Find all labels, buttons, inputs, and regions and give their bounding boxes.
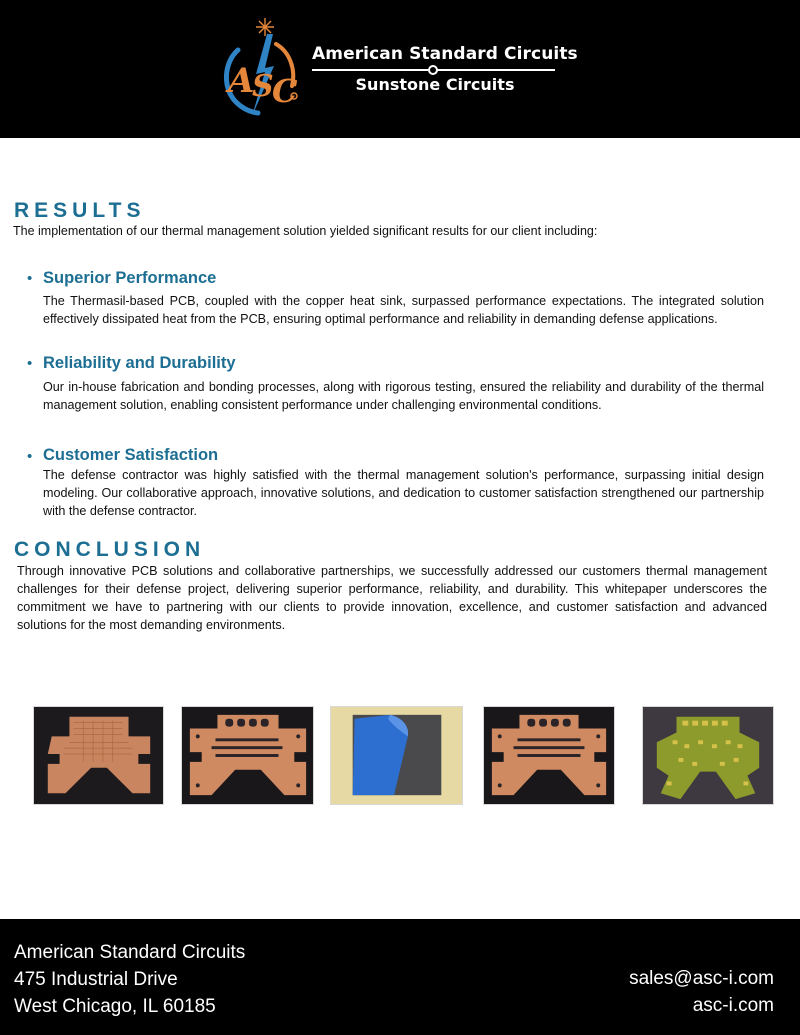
logo-letter-s: S: [252, 69, 274, 104]
pcb-green-board-photo: [642, 706, 774, 805]
footer-address-line2: West Chicago, IL 60185: [14, 996, 216, 1017]
pcb-copper-heatsink-photo: [181, 706, 314, 805]
footer-company: American Standard Circuits: [14, 942, 246, 963]
logo-letter-a: A: [228, 61, 255, 101]
conclusion-body: Through innovative PCB solutions and collaborative partnerships, we successfully addressed our customers thermal management challenges for their defense project, delivering superior performance, reliability, and durability. This whitepaper underscores the commitment we have to partnering with our clients to provide innovation, excellence, and customer satisfaction and advanced solutions for the most demanding environments.: [17, 564, 767, 632]
pcb-copper-board-photo: [33, 706, 164, 805]
footer-address-line1: 475 Industrial Drive: [14, 969, 178, 990]
logo-letter-c: C: [272, 72, 298, 110]
result-item-title: Superior Performance: [43, 269, 217, 287]
footer-website-link[interactable]: asc-i.com: [692, 995, 774, 1016]
thermasil-sheet-photo: [330, 706, 463, 805]
result-item-title: Customer Satisfaction: [43, 446, 219, 464]
bullet-icon: •: [27, 355, 33, 372]
results-intro: The implementation of our thermal management solution yielded significant results for our client including:: [13, 224, 598, 238]
page-header: [0, 0, 800, 138]
bullet-icon: •: [27, 448, 33, 465]
results-heading: RESULTS: [14, 199, 146, 222]
result-item-title: Reliability and Durability: [43, 354, 236, 372]
bullet-icon: •: [27, 270, 33, 287]
conclusion-heading: CONCLUSION: [14, 538, 206, 561]
brand-name-secondary: Sunstone Circuits: [355, 75, 515, 94]
result-item-body: The defense contractor was highly satisfied with the thermal management solution's performance, surpassing initial design modeling. Our collaborative approach, innovative solutions, and dedication to customer satisfaction strengthened our partnership with the defense contractor.: [43, 468, 764, 518]
brand-divider-dot: [428, 65, 438, 75]
result-item-body: Our in-house fabrication and bonding processes, along with rigorous testing, ensured the reliability and durability of the thermal management solution, enabling consistent performance under challenging environmental conditions.: [43, 380, 764, 412]
brand-name-primary: American Standard Circuits: [312, 44, 578, 64]
footer-email-link[interactable]: sales@asc-i.com: [629, 968, 774, 989]
pcb-copper-heatsink-photo: [483, 706, 615, 805]
result-item-body: The Thermasil-based PCB, coupled with the copper heat sink, surpassed performance expectations. The integrated solution effectively dissipated heat from the PCB, ensuring optimal performance and reliability in demanding defense applications.: [43, 294, 764, 326]
asc-logo-icon: [218, 16, 302, 120]
page-footer: [0, 919, 800, 1035]
